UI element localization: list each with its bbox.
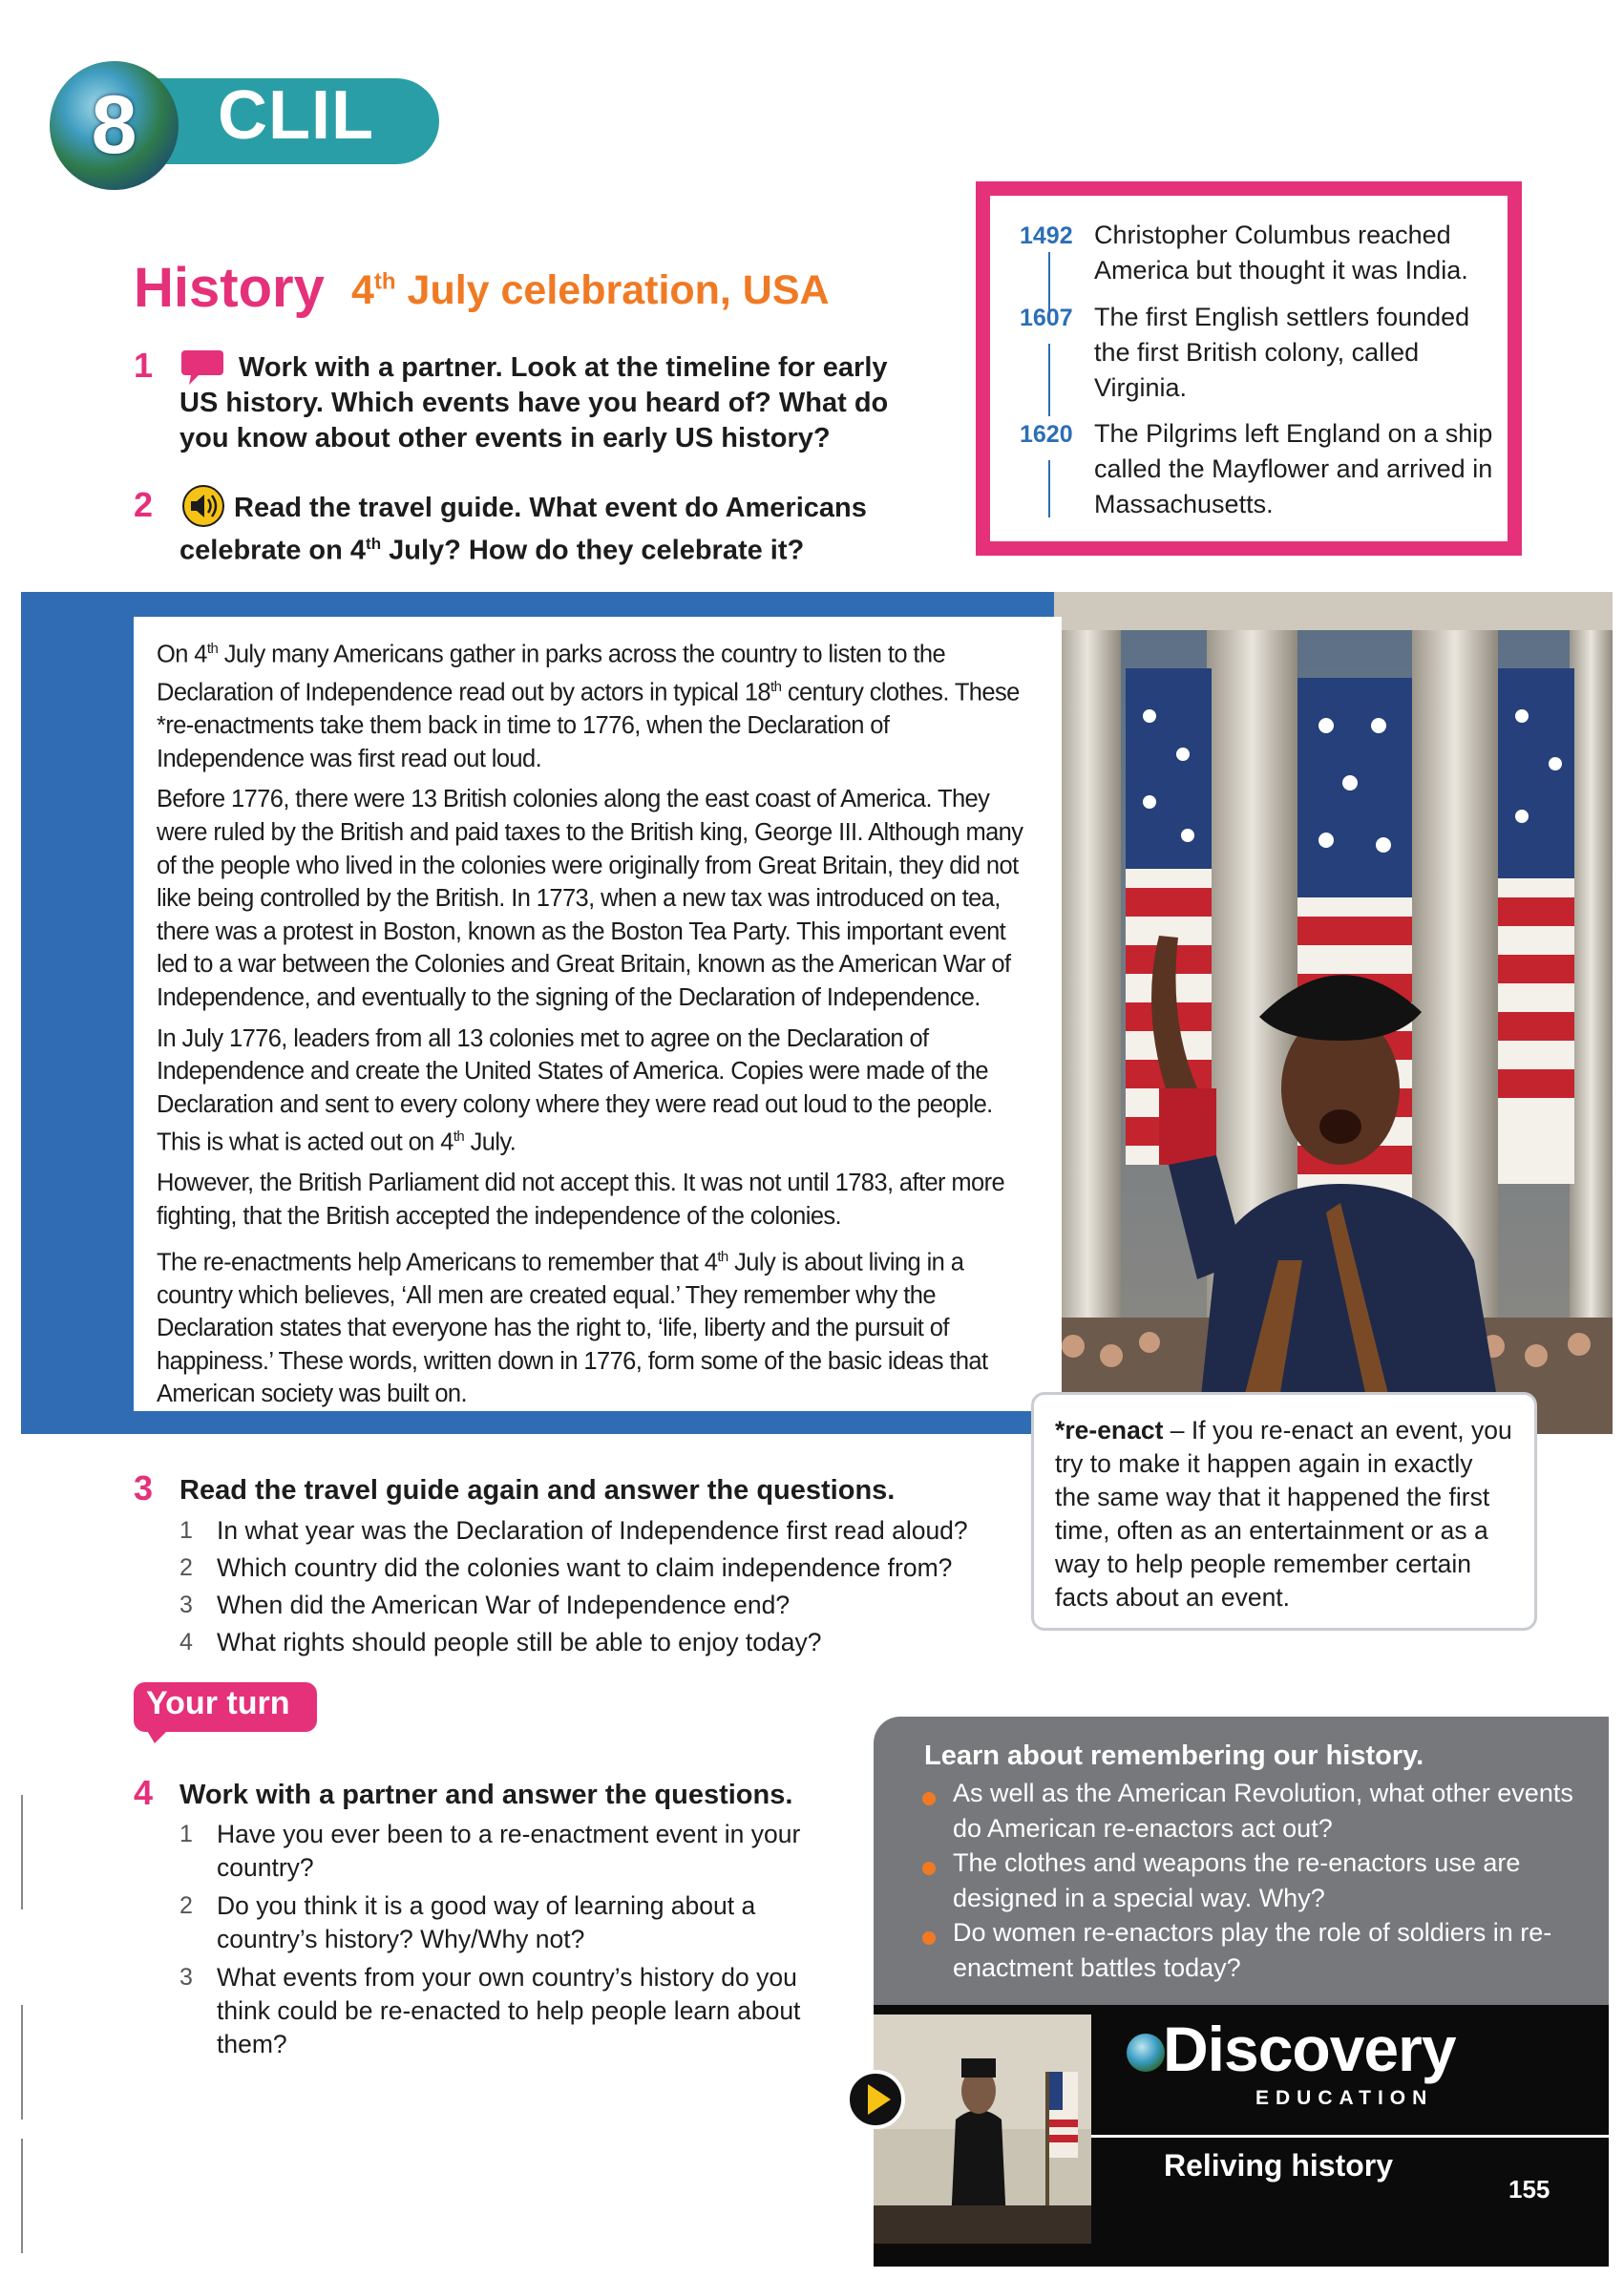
question-number: 1: [179, 1517, 193, 1544]
bullet-icon: [922, 1862, 936, 1875]
unit-number: 8: [91, 79, 137, 171]
your-turn-tail: [143, 1724, 174, 1743]
learn-bullet: Do women re-enactors play the role of soldiers in re-enactment battles today?: [953, 1918, 1552, 1982]
video-thumbnail[interactable]: [874, 2014, 1091, 2244]
discovery-logo: Discovery: [1163, 2014, 1456, 2084]
video-divider: [1091, 2135, 1609, 2138]
section-topic: 4th July celebration, USA: [351, 267, 830, 313]
question-number: 3: [179, 1592, 193, 1618]
bullet-icon: [922, 1792, 936, 1805]
bullet-icon: [922, 1931, 936, 1945]
task-4-number: 4: [134, 1773, 154, 1812]
timeline-event: The Pilgrims left England on a ship called the Mayflower and arrived in Massachusetts.: [1094, 419, 1493, 518]
question-text: Have you ever been to a re-enactment event in your country?: [217, 1820, 801, 1882]
question-number: 2: [179, 1892, 193, 1919]
reenactor-photo: [1054, 592, 1613, 1434]
article-paragraph-4: However, the British Parliament did not accept this. It was not until 1783, after more fighting, that the British accepted the independence of the colonies.: [157, 1170, 1005, 1230]
task-4-heading: Work with a partner and answer the questions.: [179, 1780, 793, 1810]
timeline-line: [1048, 460, 1050, 517]
glossary-definition: – If you re-enact an event, you try to make it happen again in exactly the same way that it happened the first time, often as an entertainment or as a way to help people remember certain facts about an event.: [1055, 1416, 1512, 1612]
your-turn-label: Your turn: [146, 1685, 290, 1721]
timeline-event: The first English settlers founded the first British colony, called Virginia.: [1094, 303, 1470, 402]
video-caption: Reliving history: [1164, 2148, 1394, 2183]
margin-mark: [21, 2139, 23, 2253]
question-text: What rights should people still be able to enjoy today?: [217, 1628, 822, 1656]
page-number: 155: [1508, 2175, 1550, 2204]
glossary-box: [1031, 1392, 1537, 1631]
learn-title: Learn about remembering our history.: [924, 1740, 1424, 1771]
article-paragraph-2: Before 1776, there were 13 British colonies along the east coast of America. They were ruled by the British and paid taxes to the British king, George III. Although many of the people who lived in the colonies were originally from Great Britain, they did not like being controlled by the British. In 1773, when a new tax was introduced on tea, there was a protest in Boston, known as the Boston Tea Party. This important event led to a war between the Colonies and Great Britain, known as the American War of Independence, and eventually to the signing of the Declaration of Independence.: [157, 786, 1023, 1011]
question-text: When did the American War of Independence end?: [217, 1591, 791, 1619]
task-2-number: 2: [134, 485, 154, 524]
question-number: 2: [179, 1554, 193, 1581]
audio-speaker-icon[interactable]: [181, 485, 225, 527]
task-3-heading: Read the travel guide again and answer the questions.: [179, 1475, 896, 1506]
article-paragraph-1: On 4th July many Americans gather in parks across the country to listen to the Declaration of Independence read out by actors in typical 18th century clothes. These *re-enactments take them back in time to 1776, when the Declaration of Independence was first read out loud.: [157, 641, 1020, 772]
travel-guide-article: [134, 617, 1062, 1411]
glossary-term: *re-enact: [1055, 1416, 1164, 1445]
timeline-year: 1492: [1020, 222, 1073, 249]
question-text: Do you think it is a good way of learning about a country’s history? Why/Why not?: [217, 1891, 756, 1953]
question-number: 4: [179, 1629, 193, 1656]
task-2-line1: Read the travel guide. What event do Americans: [234, 493, 867, 523]
question-text: What events from your own country’s history do you think could be re-enacted to help people learn about them?: [217, 1963, 801, 2058]
learn-bullet: As well as the American Revolution, what other events do American re-enactors act out?: [953, 1779, 1573, 1843]
timeline-event: Christopher Columbus reached America but thought it was India.: [1094, 221, 1468, 285]
task-1-text: Work with a partner. Look at the timeline for early US history. Which events have you heard of? What do you know about other events in early US history?: [179, 352, 889, 453]
question-number: 1: [179, 1821, 193, 1847]
unit-title: CLIL: [218, 77, 374, 154]
learn-bullet: The clothes and weapons the re-enactors use are designed in a special way. Why?: [953, 1848, 1521, 1912]
question-text: In what year was the Declaration of Independence first read aloud?: [217, 1516, 968, 1545]
timeline-line: [1048, 252, 1050, 311]
section-subject: History: [134, 257, 325, 319]
margin-mark: [21, 1795, 23, 1909]
task-3-number: 3: [134, 1468, 154, 1508]
task-1-number: 1: [134, 346, 154, 385]
play-icon[interactable]: [868, 2084, 891, 2115]
question-number: 3: [179, 1964, 193, 1991]
margin-mark: [21, 2005, 23, 2120]
task-2-line2: celebrate on 4th July? How do they celebrate it?: [179, 535, 805, 566]
article-paragraph-5: The re-enactments help Americans to remember that 4th July is about living in a country which believes, ‘All men are created equal.’ They remember why the Declaration states that everyone has the right to, ‘life, liberty and the pursuit of happiness.’ These words, written down in 1776, form some of the basic ideas that American society was built on.: [157, 1248, 988, 1408]
flag-right: [1498, 668, 1574, 1184]
article-paragraph-3: In July 1776, leaders from all 13 colonies met to agree on the Declaration of Independence and create the United States of America. Copies were made of the Declaration and sent to every colony where they were read out loud to the people. This is what is acted out on 4th July.: [157, 1024, 993, 1156]
discovery-globe-icon: [1127, 2034, 1165, 2072]
question-text: Which country did the colonies want to claim independence from?: [217, 1553, 953, 1582]
discovery-logo-sub: EDUCATION: [1255, 2087, 1434, 2109]
timeline-year: 1620: [1020, 421, 1073, 448]
timeline-line: [1048, 344, 1050, 416]
timeline-year: 1607: [1020, 305, 1073, 331]
